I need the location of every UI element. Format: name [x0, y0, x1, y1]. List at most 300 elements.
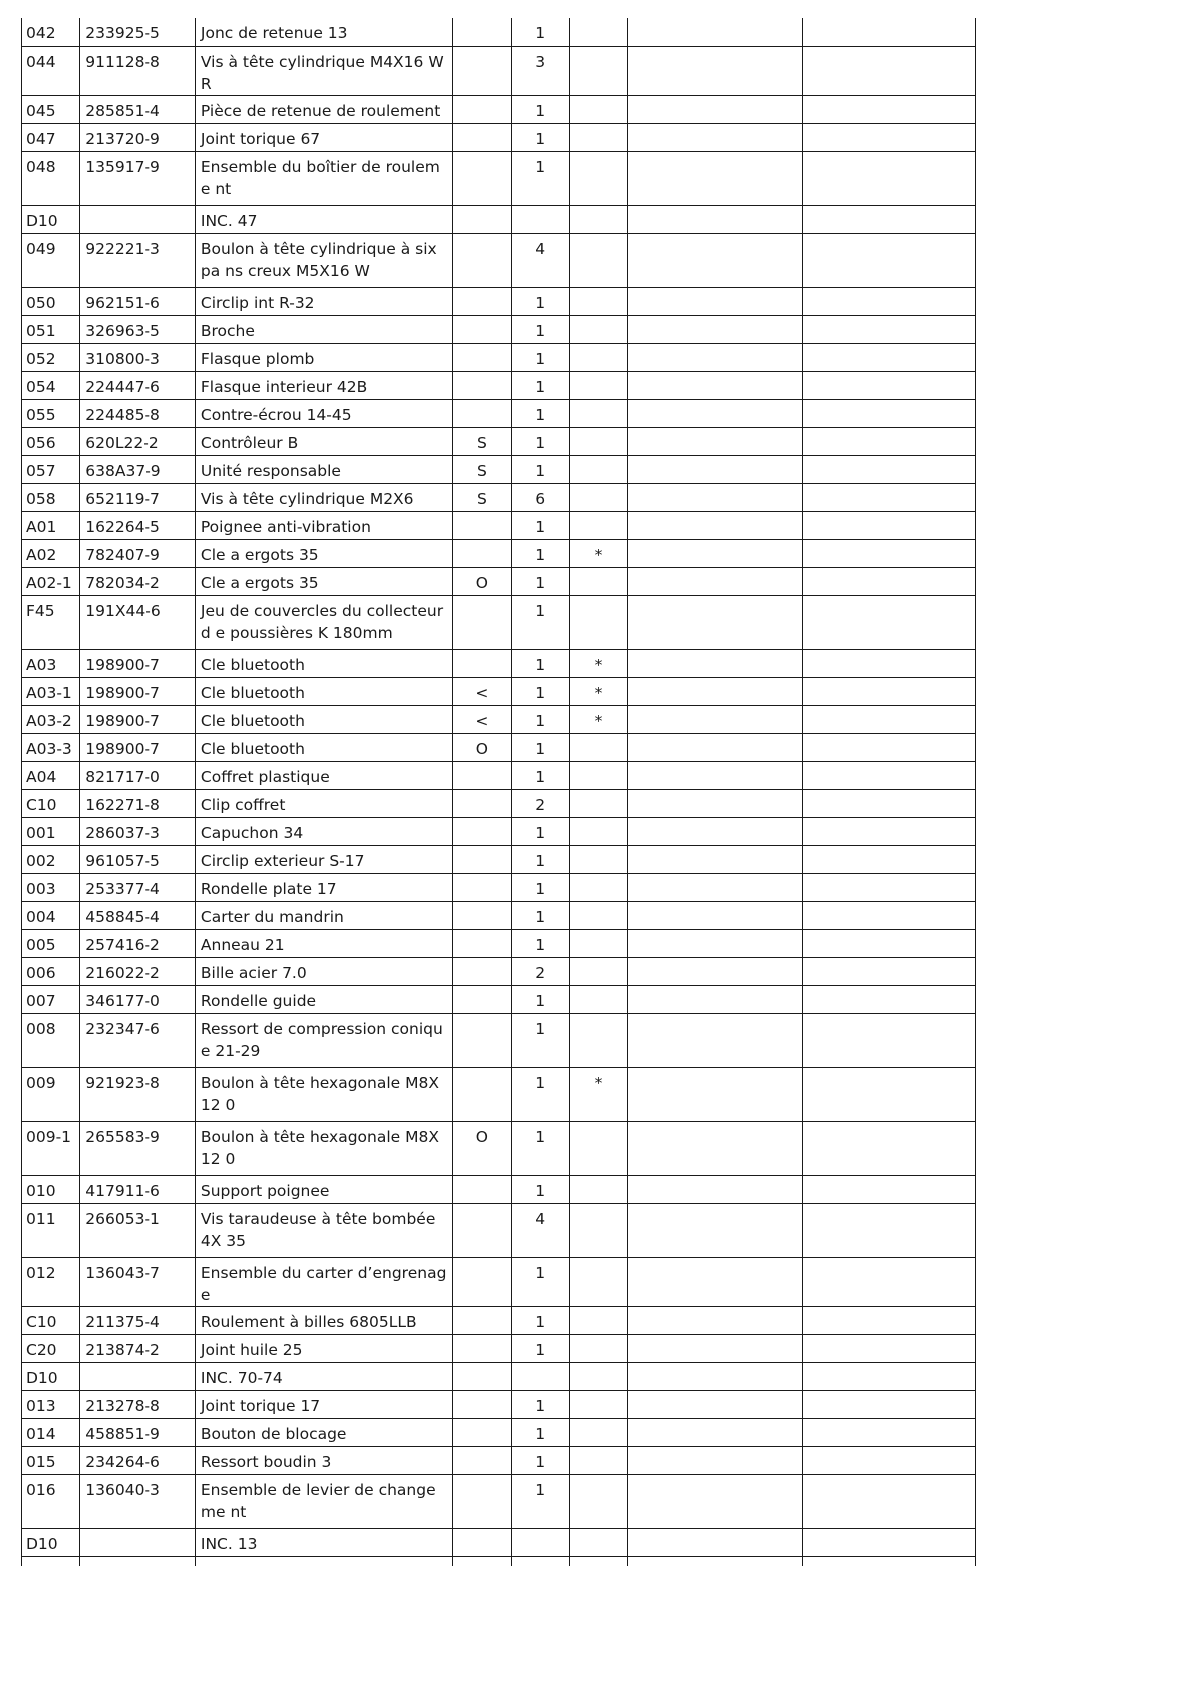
flag-cell — [453, 817, 511, 845]
part-description-cell: Boulon à tête cylindrique à six pa ns creux M5X16 W — [195, 233, 452, 287]
blank-cell — [803, 677, 976, 705]
quantity-cell: 1 — [511, 1446, 569, 1474]
flag-cell — [453, 18, 511, 46]
flag-cell — [453, 595, 511, 649]
part-reference-cell: 458845-4 — [80, 901, 196, 929]
item-number-cell: 005 — [22, 929, 80, 957]
blank-cell — [803, 483, 976, 511]
blank-cell — [628, 1334, 803, 1362]
part-reference-cell: 911128-8 — [80, 46, 196, 95]
item-number-cell: 058 — [22, 483, 80, 511]
blank-cell — [803, 1362, 976, 1390]
quantity-cell: 1 — [511, 595, 569, 649]
blank-cell — [628, 789, 803, 817]
blank-cell — [803, 817, 976, 845]
part-description-cell: Roulement à billes 6805LLB — [195, 1306, 452, 1334]
table-row — [22, 233, 976, 287]
blank-cell — [803, 18, 976, 46]
quantity-cell: 1 — [511, 1257, 569, 1306]
part-reference-cell: 961057-5 — [80, 845, 196, 873]
mark-cell — [569, 483, 627, 511]
mark-cell — [569, 427, 627, 455]
blank-cell — [195, 1556, 452, 1566]
part-reference-cell: 224485-8 — [80, 399, 196, 427]
flag-cell — [453, 511, 511, 539]
blank-cell — [803, 733, 976, 761]
table-row — [22, 511, 976, 539]
mark-cell — [569, 1175, 627, 1203]
flag-cell: O — [453, 567, 511, 595]
part-reference-cell: 620L22-2 — [80, 427, 196, 455]
part-reference-cell: 286037-3 — [80, 817, 196, 845]
table-row — [22, 733, 976, 761]
flag-cell: S — [453, 427, 511, 455]
flag-cell — [453, 1390, 511, 1418]
flag-cell — [453, 789, 511, 817]
table-row — [22, 1175, 976, 1203]
mark-cell — [569, 1203, 627, 1257]
item-number-cell: 056 — [22, 427, 80, 455]
part-reference-cell: 962151-6 — [80, 287, 196, 315]
quantity-cell: 1 — [511, 455, 569, 483]
blank-cell — [803, 1175, 976, 1203]
blank-cell — [628, 957, 803, 985]
mark-cell — [569, 929, 627, 957]
part-reference-cell: 346177-0 — [80, 985, 196, 1013]
blank-cell — [628, 539, 803, 567]
part-description-cell: Anneau 21 — [195, 929, 452, 957]
quantity-cell: 1 — [511, 539, 569, 567]
part-reference-cell: 266053-1 — [80, 1203, 196, 1257]
table-row — [22, 287, 976, 315]
mark-cell — [569, 845, 627, 873]
item-number-cell: A04 — [22, 761, 80, 789]
part-reference-cell: 198900-7 — [80, 649, 196, 677]
item-number-cell: A02 — [22, 539, 80, 567]
blank-cell — [803, 1121, 976, 1175]
blank-cell — [803, 705, 976, 733]
blank-cell — [803, 315, 976, 343]
part-description-cell: Cle bluetooth — [195, 705, 452, 733]
table-row — [22, 567, 976, 595]
table-row — [22, 929, 976, 957]
blank-cell — [628, 205, 803, 233]
table-row — [22, 427, 976, 455]
flag-cell: < — [453, 677, 511, 705]
part-reference-cell: 417911-6 — [80, 1175, 196, 1203]
blank-cell — [628, 761, 803, 789]
quantity-cell: 4 — [511, 1203, 569, 1257]
blank-cell — [628, 1306, 803, 1334]
mark-cell — [569, 1013, 627, 1067]
blank-cell — [803, 1013, 976, 1067]
part-description-cell: Cle a ergots 35 — [195, 539, 452, 567]
blank-cell — [80, 1556, 196, 1566]
part-reference-cell: 310800-3 — [80, 343, 196, 371]
blank-cell — [628, 483, 803, 511]
quantity-cell: 1 — [511, 733, 569, 761]
table-row — [22, 901, 976, 929]
part-description-cell: Joint torique 17 — [195, 1390, 452, 1418]
table-row — [22, 1306, 976, 1334]
part-description-cell: Jonc de retenue 13 — [195, 18, 452, 46]
part-reference-cell: 232347-6 — [80, 1013, 196, 1067]
item-number-cell: 006 — [22, 957, 80, 985]
table-row — [22, 985, 976, 1013]
quantity-cell — [511, 1362, 569, 1390]
quantity-cell: 1 — [511, 1013, 569, 1067]
item-number-cell: D10 — [22, 1362, 80, 1390]
blank-cell — [628, 1121, 803, 1175]
blank-cell — [628, 1203, 803, 1257]
quantity-cell: 2 — [511, 789, 569, 817]
item-number-cell: A02-1 — [22, 567, 80, 595]
table-row — [22, 1446, 976, 1474]
item-number-cell: 057 — [22, 455, 80, 483]
flag-cell — [453, 371, 511, 399]
part-description-cell: INC. 13 — [195, 1528, 452, 1556]
blank-cell — [628, 455, 803, 483]
flag-cell: < — [453, 705, 511, 733]
part-description-cell: Bouton de blocage — [195, 1418, 452, 1446]
blank-cell — [803, 567, 976, 595]
blank-cell — [803, 845, 976, 873]
blank-cell — [628, 677, 803, 705]
table-row — [22, 1418, 976, 1446]
quantity-cell: 1 — [511, 929, 569, 957]
flag-cell — [453, 539, 511, 567]
quantity-cell: 2 — [511, 957, 569, 985]
mark-cell — [569, 18, 627, 46]
blank-cell — [628, 1446, 803, 1474]
flag-cell — [453, 123, 511, 151]
table-row — [22, 1013, 976, 1067]
blank-cell — [803, 789, 976, 817]
mark-cell — [569, 343, 627, 371]
flag-cell — [453, 1013, 511, 1067]
part-description-cell: Ressort de compression conique 21-29 — [195, 1013, 452, 1067]
part-description-cell: INC. 70-74 — [195, 1362, 452, 1390]
part-description-cell: Poignee anti-vibration — [195, 511, 452, 539]
part-description-cell: Support poignee — [195, 1175, 452, 1203]
table-row — [22, 1362, 976, 1390]
blank-cell — [628, 1257, 803, 1306]
item-number-cell: 045 — [22, 95, 80, 123]
mark-cell — [569, 567, 627, 595]
quantity-cell — [511, 205, 569, 233]
item-number-cell: 052 — [22, 343, 80, 371]
flag-cell — [453, 343, 511, 371]
item-number-cell: C10 — [22, 1306, 80, 1334]
table-row — [22, 1474, 976, 1528]
quantity-cell: 1 — [511, 399, 569, 427]
part-reference-cell: 638A37-9 — [80, 455, 196, 483]
table-row — [22, 399, 976, 427]
table-row — [22, 761, 976, 789]
quantity-cell: 1 — [511, 985, 569, 1013]
flag-cell — [453, 1067, 511, 1121]
mark-cell — [569, 455, 627, 483]
mark-cell — [569, 957, 627, 985]
part-reference-cell: 921923-8 — [80, 1067, 196, 1121]
table-row — [22, 151, 976, 205]
blank-cell — [803, 1334, 976, 1362]
mark-cell — [569, 761, 627, 789]
blank-cell — [803, 399, 976, 427]
blank-cell — [628, 1474, 803, 1528]
item-number-cell: 015 — [22, 1446, 80, 1474]
table-row — [22, 483, 976, 511]
quantity-cell: 1 — [511, 901, 569, 929]
part-description-cell: Cle bluetooth — [195, 649, 452, 677]
table-row — [22, 817, 976, 845]
mark-cell — [569, 1334, 627, 1362]
table-row — [22, 845, 976, 873]
flag-cell: O — [453, 733, 511, 761]
part-reference-cell: 198900-7 — [80, 733, 196, 761]
part-reference-cell: 198900-7 — [80, 677, 196, 705]
table-row-continuation — [22, 1556, 976, 1566]
blank-cell — [628, 649, 803, 677]
mark-cell — [569, 399, 627, 427]
blank-cell — [803, 1257, 976, 1306]
part-reference-cell: 253377-4 — [80, 873, 196, 901]
flag-cell — [453, 1257, 511, 1306]
part-reference-cell — [80, 205, 196, 233]
mark-cell — [569, 151, 627, 205]
flag-cell — [453, 315, 511, 343]
mark-cell — [569, 371, 627, 399]
mark-cell — [569, 233, 627, 287]
item-number-cell: 002 — [22, 845, 80, 873]
part-reference-cell: 213278-8 — [80, 1390, 196, 1418]
item-number-cell: 050 — [22, 287, 80, 315]
part-reference-cell: 922221-3 — [80, 233, 196, 287]
quantity-cell: 1 — [511, 287, 569, 315]
mark-cell — [569, 985, 627, 1013]
part-reference-cell: 213720-9 — [80, 123, 196, 151]
table-row — [22, 205, 976, 233]
blank-cell — [628, 151, 803, 205]
blank-cell — [803, 649, 976, 677]
blank-cell — [803, 46, 976, 95]
quantity-cell: 1 — [511, 123, 569, 151]
part-reference-cell: 191X44-6 — [80, 595, 196, 649]
mark-cell: * — [569, 705, 627, 733]
flag-cell — [453, 46, 511, 95]
item-number-cell: C20 — [22, 1334, 80, 1362]
part-description-cell: Ensemble de levier de changeme nt — [195, 1474, 452, 1528]
part-reference-cell: 213874-2 — [80, 1334, 196, 1362]
blank-cell — [803, 539, 976, 567]
part-reference-cell — [80, 1528, 196, 1556]
blank-cell — [803, 957, 976, 985]
item-number-cell: 048 — [22, 151, 80, 205]
flag-cell — [453, 1203, 511, 1257]
blank-cell — [803, 427, 976, 455]
flag-cell — [453, 929, 511, 957]
quantity-cell: 1 — [511, 343, 569, 371]
blank-cell — [803, 205, 976, 233]
part-description-cell: Clip coffret — [195, 789, 452, 817]
flag-cell — [453, 845, 511, 873]
blank-cell — [628, 18, 803, 46]
table-row — [22, 371, 976, 399]
blank-cell — [803, 1067, 976, 1121]
part-description-cell: Circlip exterieur S-17 — [195, 845, 452, 873]
part-description-cell: Flasque interieur 42B — [195, 371, 452, 399]
part-description-cell: Ensemble du boîtier de rouleme nt — [195, 151, 452, 205]
table-row — [22, 649, 976, 677]
mark-cell — [569, 46, 627, 95]
item-number-cell: 004 — [22, 901, 80, 929]
blank-cell — [803, 1446, 976, 1474]
quantity-cell: 1 — [511, 761, 569, 789]
blank-cell — [628, 1390, 803, 1418]
blank-cell — [628, 46, 803, 95]
quantity-cell: 1 — [511, 873, 569, 901]
part-reference-cell: 234264-6 — [80, 1446, 196, 1474]
table-row — [22, 455, 976, 483]
item-number-cell: 008 — [22, 1013, 80, 1067]
item-number-cell: 009 — [22, 1067, 80, 1121]
blank-cell — [803, 985, 976, 1013]
quantity-cell: 1 — [511, 1334, 569, 1362]
flag-cell — [453, 957, 511, 985]
flag-cell: S — [453, 483, 511, 511]
item-number-cell: 011 — [22, 1203, 80, 1257]
item-number-cell: C10 — [22, 789, 80, 817]
part-reference-cell: 285851-4 — [80, 95, 196, 123]
parts-list-table — [21, 18, 976, 1566]
parts-list-body — [22, 18, 976, 1566]
flag-cell — [453, 1528, 511, 1556]
flag-cell — [453, 901, 511, 929]
part-reference-cell: 136043-7 — [80, 1257, 196, 1306]
flag-cell: O — [453, 1121, 511, 1175]
part-reference-cell: 211375-4 — [80, 1306, 196, 1334]
quantity-cell: 1 — [511, 315, 569, 343]
mark-cell — [569, 873, 627, 901]
part-description-cell: Flasque plomb — [195, 343, 452, 371]
blank-cell — [628, 873, 803, 901]
part-description-cell: Joint huile 25 — [195, 1334, 452, 1362]
table-row — [22, 18, 976, 46]
mark-cell — [569, 1528, 627, 1556]
quantity-cell: 3 — [511, 46, 569, 95]
quantity-cell: 1 — [511, 511, 569, 539]
part-reference-cell: 233925-5 — [80, 18, 196, 46]
item-number-cell: 001 — [22, 817, 80, 845]
flag-cell: S — [453, 455, 511, 483]
item-number-cell: A03 — [22, 649, 80, 677]
part-description-cell: Boulon à tête hexagonale M8X12 0 — [195, 1121, 452, 1175]
item-number-cell: A03-3 — [22, 733, 80, 761]
blank-cell — [803, 1306, 976, 1334]
item-number-cell: 003 — [22, 873, 80, 901]
part-description-cell: Vis taraudeuse à tête bombée 4X 35 — [195, 1203, 452, 1257]
blank-cell — [628, 123, 803, 151]
quantity-cell: 1 — [511, 1175, 569, 1203]
flag-cell — [453, 985, 511, 1013]
flag-cell — [453, 399, 511, 427]
part-description-cell: Jeu de couvercles du collecteur d e poussières K 180mm — [195, 595, 452, 649]
blank-cell — [803, 123, 976, 151]
flag-cell — [453, 1474, 511, 1528]
mark-cell — [569, 205, 627, 233]
item-number-cell: 055 — [22, 399, 80, 427]
table-row — [22, 123, 976, 151]
item-number-cell: 047 — [22, 123, 80, 151]
blank-cell — [569, 1556, 627, 1566]
table-row — [22, 957, 976, 985]
part-reference-cell: 257416-2 — [80, 929, 196, 957]
item-number-cell: 049 — [22, 233, 80, 287]
part-description-cell: Cle bluetooth — [195, 677, 452, 705]
part-description-cell: INC. 47 — [195, 205, 452, 233]
blank-cell — [628, 511, 803, 539]
blank-cell — [628, 399, 803, 427]
blank-cell — [628, 1362, 803, 1390]
part-description-cell: Vis à tête cylindrique M2X6 — [195, 483, 452, 511]
blank-cell — [803, 151, 976, 205]
blank-cell — [803, 929, 976, 957]
table-row — [22, 1067, 976, 1121]
blank-cell — [22, 1556, 80, 1566]
mark-cell — [569, 1306, 627, 1334]
part-description-cell: Broche — [195, 315, 452, 343]
part-reference-cell: 782034-2 — [80, 567, 196, 595]
quantity-cell: 1 — [511, 427, 569, 455]
mark-cell — [569, 315, 627, 343]
blank-cell — [803, 901, 976, 929]
part-reference-cell — [80, 1362, 196, 1390]
blank-cell — [628, 845, 803, 873]
flag-cell — [453, 1306, 511, 1334]
blank-cell — [628, 95, 803, 123]
blank-cell — [803, 1418, 976, 1446]
mark-cell — [569, 733, 627, 761]
item-number-cell: 013 — [22, 1390, 80, 1418]
mark-cell: * — [569, 1067, 627, 1121]
part-description-cell: Rondelle plate 17 — [195, 873, 452, 901]
part-description-cell: Joint torique 67 — [195, 123, 452, 151]
part-description-cell: Circlip int R-32 — [195, 287, 452, 315]
item-number-cell: F45 — [22, 595, 80, 649]
blank-cell — [628, 315, 803, 343]
item-number-cell: A01 — [22, 511, 80, 539]
item-number-cell: 044 — [22, 46, 80, 95]
flag-cell — [453, 1175, 511, 1203]
item-number-cell: 012 — [22, 1257, 80, 1306]
quantity-cell: 1 — [511, 1474, 569, 1528]
quantity-cell: 1 — [511, 817, 569, 845]
table-row — [22, 1203, 976, 1257]
mark-cell: * — [569, 649, 627, 677]
blank-cell — [628, 817, 803, 845]
mark-cell — [569, 511, 627, 539]
blank-cell — [803, 455, 976, 483]
blank-cell — [803, 873, 976, 901]
item-number-cell: 014 — [22, 1418, 80, 1446]
part-reference-cell: 458851-9 — [80, 1418, 196, 1446]
quantity-cell: 1 — [511, 151, 569, 205]
item-number-cell: 010 — [22, 1175, 80, 1203]
item-number-cell: A03-2 — [22, 705, 80, 733]
part-description-cell: Bille acier 7.0 — [195, 957, 452, 985]
table-row — [22, 46, 976, 95]
part-reference-cell: 162271-8 — [80, 789, 196, 817]
